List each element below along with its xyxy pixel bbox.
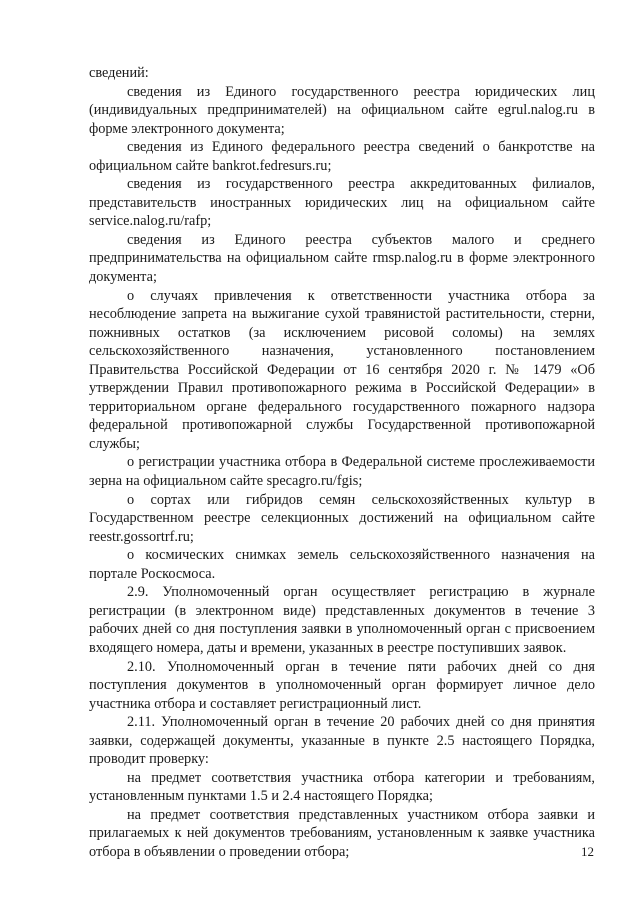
paragraph-7: о сортах или гибридов семян сельскохозяйственных культур в Государственном реестре селекционных достижений на официальном сайте reestr.gossortrf.ru; — [89, 491, 595, 545]
paragraph-5: о случаях привлечения к ответственности участника отбора за несоблюдение запрета на выжигание сухой травянистой растительности, стерни, пожнивных остатков (за исключением рисовой соломы) на землях сельскохозяйственного назначения, установленного постановлением Правительства Российской Федерации от 16 сентября 2020 г. № 1479 «Об утверждении Правил противопожарного режима в Российской Федерации» в территориальном органе федерального государственного пожарного надзора федеральной противопожарной службы Государственной противопожарной службы; — [89, 287, 595, 452]
paragraph-6: о регистрации участника отбора в Федеральной системе прослеживаемости зерна на официальном сайте specagro.ru/fgis; — [89, 454, 595, 490]
paragraph-8: о космических снимках земель сельскохозяйственного назначения на портале Роскосмоса. — [89, 547, 595, 582]
paragraph-11: 2.11. Уполномоченный орган в течение 20 рабочих дней со дня принятия заявки, содержащей документы, указанные в пункте 2.5 настоящего Порядка, проводит проверку: — [89, 714, 595, 768]
paragraph-1: сведения из Единого государственного реестра юридических лиц (индивидуальных предпринимателей) на официальном сайте egrul.nalog.ru в форме электронного документа; — [89, 83, 595, 137]
paragraph-4: сведения из Единого реестра субъектов малого и среднего предпринимательства на официальном сайте rmsp.nalog.ru в форме электронного документа; — [89, 231, 595, 286]
page-number: 12 — [581, 844, 594, 859]
paragraph-10: 2.10. Уполномоченный орган в течение пяти рабочих дней со дня поступления документов в уполномоченный орган формирует личное дело участника отбора и составляет регистрационный лист. — [89, 658, 595, 712]
paragraph-2: сведения из Единого федерального реестра сведений о банкротстве на официальном сайте bankrot.fedresurs.ru; — [89, 139, 595, 174]
paragraph-9: 2.9. Уполномоченный орган осуществляет регистрацию в журнале регистрации (в электронном виде) представленных документов в течение 3 рабочих дней со дня поступления заявки в уполномоченный орган с присвоением входящего номера, даты и времени, указанных в реестре поступивших заявок. — [89, 584, 595, 656]
document-body — [89, 64, 595, 862]
paragraph-0: сведений: — [89, 65, 149, 81]
paragraph-13: на предмет соответствия представленных участником отбора заявки и прилагаемых к ней документов требованиям, установленным к заявке участника отбора в объявлении о проведении отбора; — [89, 806, 595, 860]
paragraph-12: на предмет соответствия участника отбора категории и требованиям, установленным пунктами 1.5 и 2.4 настоящего Порядка; — [89, 769, 595, 805]
paragraph-3: сведения из государственного реестра аккредитованных филиалов, представительств иностранных юридических лиц на официальном сайте service.nalog.ru/rafp; — [89, 176, 595, 230]
